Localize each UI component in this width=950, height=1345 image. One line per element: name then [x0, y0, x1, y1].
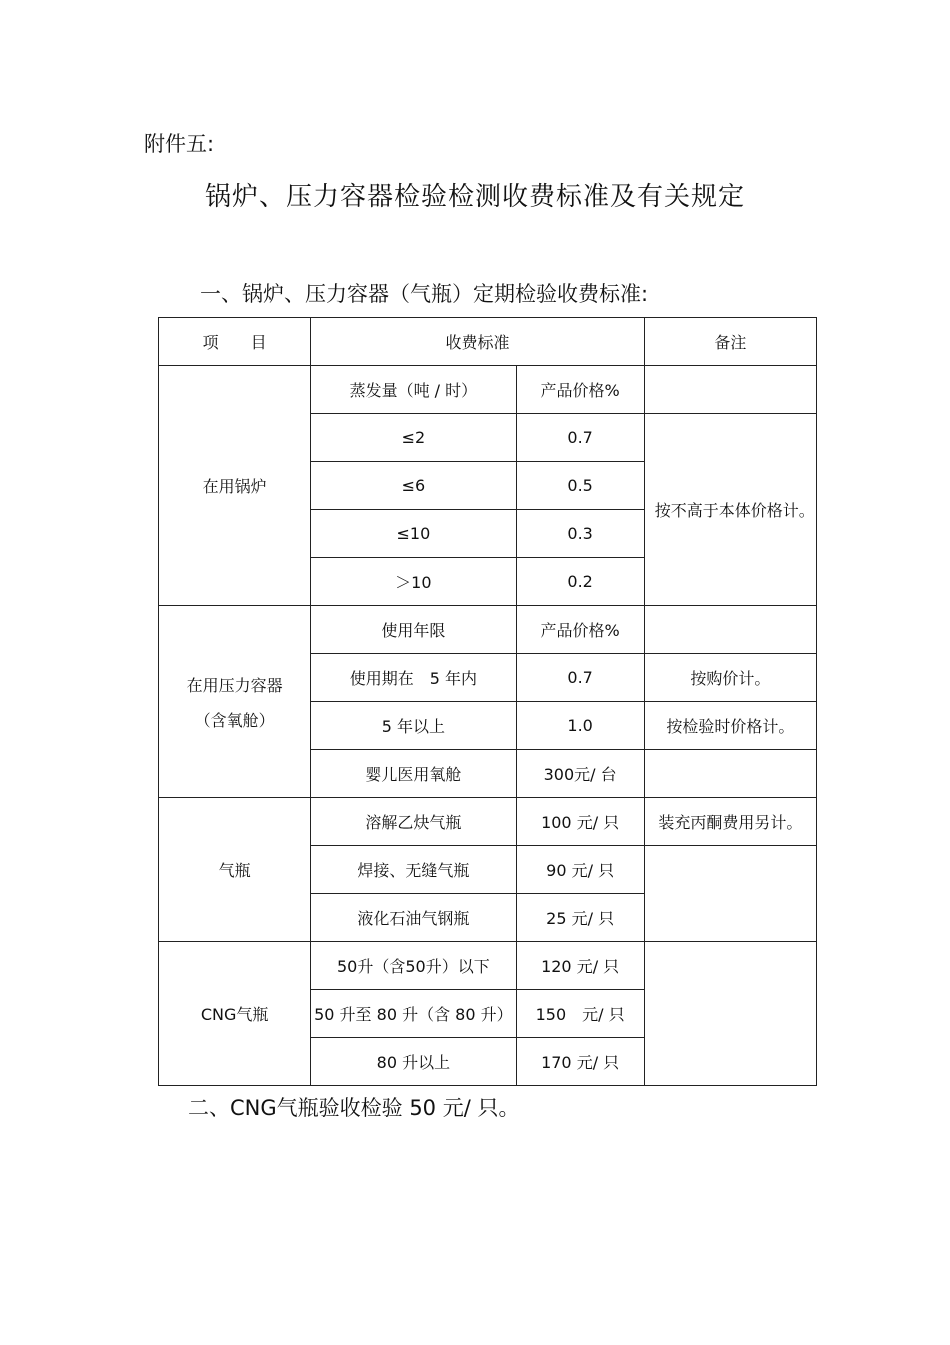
fee-standard-table	[158, 317, 817, 1086]
cylinder-fee: 100 元/ 只	[516, 798, 644, 846]
cng-type: 50 升至 80 升（含 80 升）	[311, 990, 516, 1038]
annex-label: 附件五:	[144, 132, 215, 156]
vessel-remark: 按购价计。	[644, 654, 816, 702]
boiler-capacity: ≤2	[311, 414, 516, 462]
cylinder-label: 气瓶	[159, 798, 311, 942]
boiler-rate: 0.5	[516, 462, 644, 510]
boiler-subheader-rate: 产品价格%	[516, 366, 644, 414]
empty-cell	[644, 846, 816, 942]
boiler-label: 在用锅炉	[159, 366, 311, 606]
section-1-heading: 一、锅炉、压力容器（气瓶）定期检验收费标准:	[200, 282, 649, 306]
cng-fee: 120 元/ 只	[516, 942, 644, 990]
boiler-subheader-capacity: 蒸发量（吨 / 时）	[311, 366, 516, 414]
cng-fee: 150 元/ 只	[516, 990, 644, 1038]
vessel-rate: 0.7	[516, 654, 644, 702]
vessel-rate: 1.0	[516, 702, 644, 750]
empty-cell	[644, 366, 816, 414]
boiler-capacity: ≤10	[311, 510, 516, 558]
cng-type: 80 升以上	[311, 1038, 516, 1086]
vessel-term: 5 年以上	[311, 702, 516, 750]
vessel-label	[159, 606, 311, 798]
vessel-rate: 300元/ 台	[516, 750, 644, 798]
cylinder-type: 液化石油气钢瓶	[311, 894, 516, 942]
cylinder-remark: 装充丙酮费用另计。	[644, 798, 816, 846]
table-row	[159, 606, 817, 654]
table-row	[159, 942, 817, 990]
vessel-label-line2: （含氧舱）	[194, 710, 275, 730]
cylinder-type: 溶解乙炔气瓶	[311, 798, 516, 846]
boiler-rate: 0.3	[516, 510, 644, 558]
header-item: 项 目	[159, 318, 311, 366]
cng-fee: 170 元/ 只	[516, 1038, 644, 1086]
vessel-term: 使用期在 5 年内	[311, 654, 516, 702]
boiler-rate: 0.7	[516, 414, 644, 462]
vessel-term: 婴儿医用氧舱	[311, 750, 516, 798]
boiler-rate: 0.2	[516, 558, 644, 606]
boiler-capacity: ＞10	[311, 558, 516, 606]
vessel-subheader-term: 使用年限	[311, 606, 516, 654]
header-standard: 收费标准	[311, 318, 645, 366]
cylinder-type: 焊接、无缝气瓶	[311, 846, 516, 894]
empty-cell	[644, 942, 816, 1086]
empty-cell	[644, 606, 816, 654]
cng-type: 50升（含50升）以下	[311, 942, 516, 990]
vessel-label-line1: 在用压力容器	[186, 675, 283, 695]
table-row	[159, 798, 817, 846]
cng-label: CNG气瓶	[159, 942, 311, 1086]
cylinder-fee: 90 元/ 只	[516, 846, 644, 894]
table-row	[159, 366, 817, 414]
boiler-capacity: ≤6	[311, 462, 516, 510]
boiler-remark: 按不高于本体价格计。	[644, 414, 816, 606]
table-header-row	[159, 318, 817, 366]
section-2-text: 二、CNG气瓶验收检验 50 元/ 只。	[188, 1096, 520, 1120]
vessel-subheader-rate: 产品价格%	[516, 606, 644, 654]
document-title: 锅炉、压力容器检验检测收费标准及有关规定	[204, 182, 745, 212]
vessel-remark	[644, 750, 816, 798]
header-remark: 备注	[644, 318, 816, 366]
vessel-remark: 按检验时价格计。	[644, 702, 816, 750]
cylinder-fee: 25 元/ 只	[516, 894, 644, 942]
